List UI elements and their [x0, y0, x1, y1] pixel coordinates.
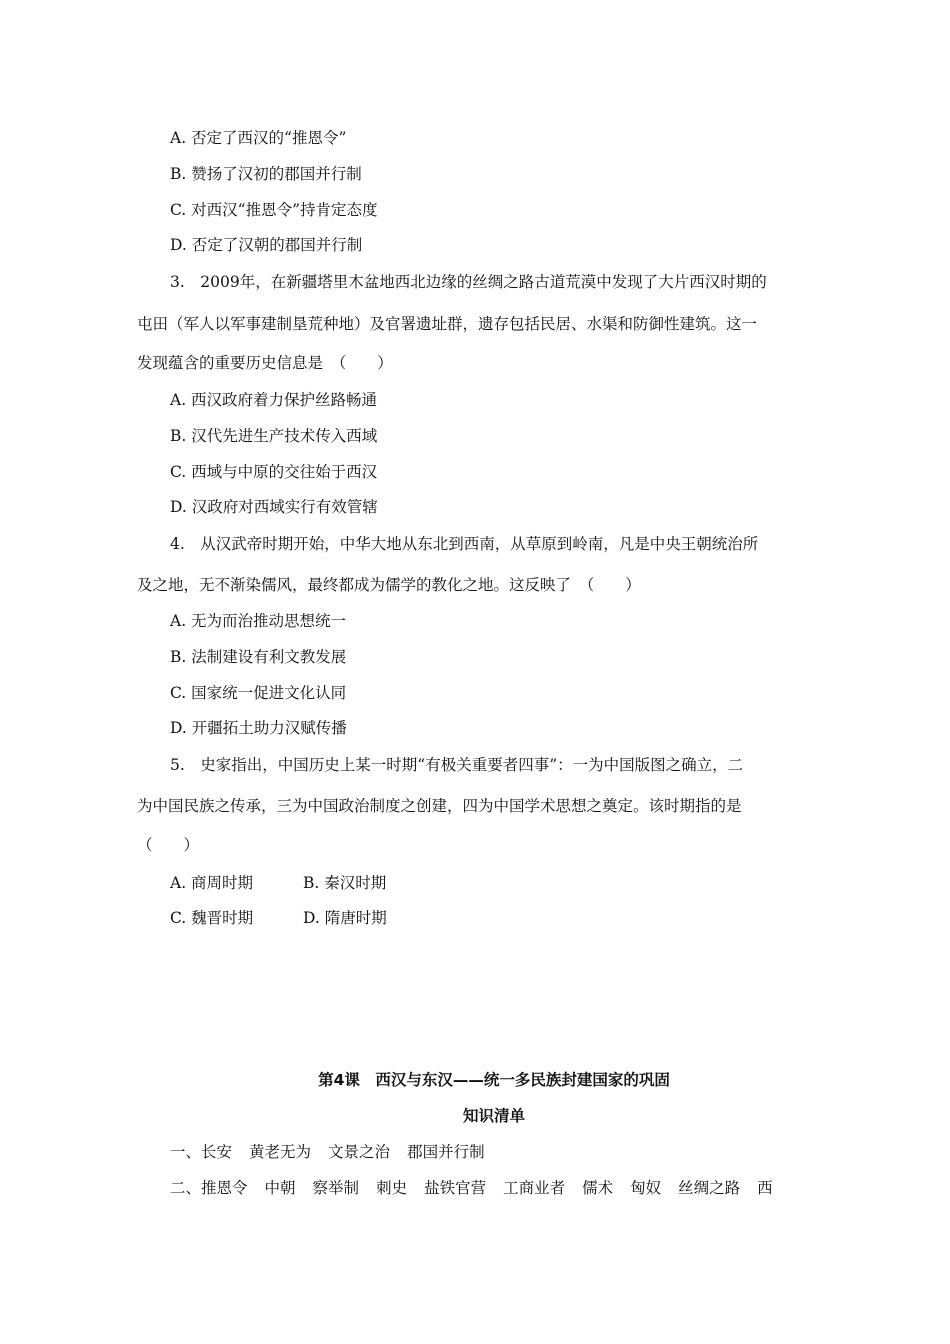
- q5-options-row1: [170, 873, 387, 893]
- knowledge-list-2: [170, 1178, 773, 1198]
- q4-stem-line1: 4. 从汉武帝时期开始，中华大地从东北到西南，从草原到岭南，凡是中央王朝统治所: [170, 535, 759, 553]
- q4-option-c: C. 国家统一促进文化认同: [170, 684, 347, 702]
- q4-option-a: A. 无为而治推动思想统一: [170, 612, 347, 630]
- q2-option-b: B. 赞扬了汉初的郡国并行制: [170, 165, 362, 183]
- q5-stem-line1: 5. 史家指出，中国历史上某一时期“有极关重要者四事”：一为中国版图之确立，二: [170, 756, 744, 774]
- q3-option-b: B. 汉代先进生产技术传入西域: [170, 427, 378, 445]
- lesson-subtitle: 知识清单: [462, 1107, 525, 1125]
- q3-stem-line2: 屯田（军人以军事建制垦荒种地）及官署遗址群，遗存包括民居、水渠和防御性建筑。这一: [137, 315, 758, 333]
- list1-term: 郡国并行制: [407, 1143, 485, 1161]
- q4-option-b: B. 法制建设有利文教发展: [170, 648, 347, 666]
- q3-stem-line3: 发现蕴含的重要历史信息是 （ ）: [137, 354, 393, 372]
- q5-option-b: B. 秦汉时期: [303, 874, 387, 892]
- q2-option-a: A. 否定了西汉的“推恩令”: [170, 129, 347, 147]
- q5-options-row2: [170, 908, 387, 928]
- q3-option-a: A. 西汉政府着力保护丝路畅通: [170, 391, 378, 409]
- q2-option-c: C. 对西汉“推恩令”持肯定态度: [170, 201, 378, 219]
- list2-term: 工商业者: [503, 1179, 566, 1197]
- q5-option-c: C. 魏晋时期: [170, 909, 254, 927]
- list2-term: 盐铁官营: [424, 1179, 487, 1197]
- q5-stem-line2: 为中国民族之传承，三为中国政治制度之创建，四为中国学术思想之奠定。该时期指的是: [137, 797, 742, 815]
- list2-term: 推恩令: [201, 1179, 248, 1197]
- q5-option-a: A. 商周时期: [170, 874, 254, 892]
- list2-term: 丝绸之路: [678, 1179, 741, 1197]
- lesson-title: 第4课 西汉与东汉——统一多民族封建国家的巩固: [318, 1071, 670, 1089]
- q4-option-d: D. 开疆拓土助力汉赋传播: [170, 719, 347, 737]
- list2-term: 刺史: [376, 1179, 408, 1197]
- q3-stem-line1: 3. 2009年，在新疆塔里木盆地西北边缘的丝绸之路古道荒漠中发现了大片西汉时期的: [170, 273, 767, 291]
- q2-option-d: D. 否定了汉朝的郡国并行制: [170, 236, 363, 254]
- list2-term: 西: [757, 1179, 773, 1197]
- list2-label: 二、: [170, 1179, 202, 1197]
- q3-option-c: C. 西域与中原的交往始于西汉: [170, 463, 378, 481]
- list1-term: 长安: [201, 1143, 233, 1161]
- list2-term: 察举制: [312, 1179, 360, 1197]
- list2-term: 儒术: [582, 1179, 614, 1197]
- list2-term: 中朝: [264, 1179, 296, 1197]
- list1-term: 文景之治: [328, 1143, 391, 1161]
- q4-stem-line2: 及之地，无不渐染儒风，最终都成为儒学的教化之地。这反映了 （ ）: [137, 576, 641, 594]
- list2-term: 匈奴: [630, 1179, 662, 1197]
- q5-stem-line3: （ ）: [137, 836, 200, 854]
- knowledge-list-1: [170, 1142, 485, 1162]
- list1-term: 黄老无为: [249, 1143, 312, 1161]
- q5-option-d: D. 隋唐时期: [303, 909, 387, 927]
- q3-option-d: D. 汉政府对西域实行有效管辖: [170, 498, 378, 516]
- list1-label: 一、: [170, 1143, 202, 1161]
